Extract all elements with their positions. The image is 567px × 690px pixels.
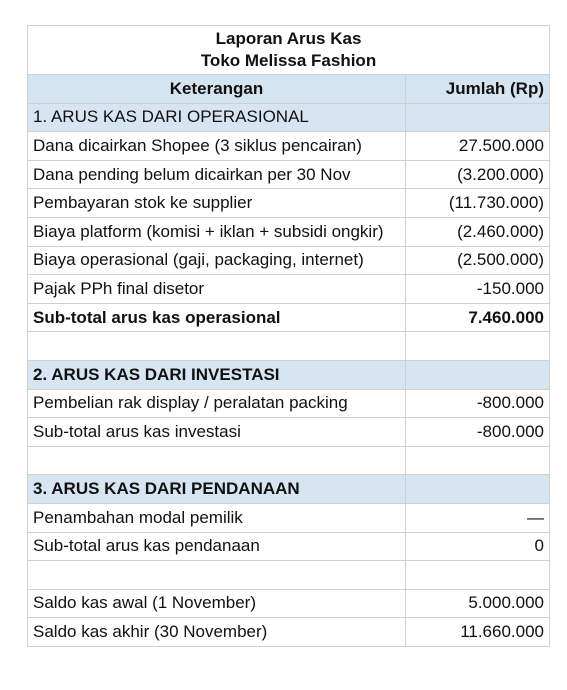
- row-amount: [406, 475, 550, 504]
- header-description: Keterangan: [28, 75, 406, 104]
- empty-row: [28, 332, 550, 361]
- row-description: Biaya operasional (gaji, packaging, internet): [28, 246, 406, 275]
- row-description: Sub-total arus kas pendanaan: [28, 532, 406, 561]
- row-amount: [406, 561, 550, 590]
- row-amount: -800.000: [406, 418, 550, 447]
- table-row: [28, 618, 550, 647]
- row-amount: (11.730.000): [406, 189, 550, 218]
- row-description: Dana dicairkan Shopee (3 siklus pencairan): [28, 132, 406, 161]
- table-row: [28, 589, 550, 618]
- table-row: [28, 532, 550, 561]
- row-description: [28, 332, 406, 361]
- row-amount: (2.500.000): [406, 246, 550, 275]
- row-description: 2. ARUS KAS DARI INVESTASI: [28, 360, 406, 389]
- row-description: Biaya platform (komisi + iklan + subsidi ongkir): [28, 217, 406, 246]
- report-title-line1: Laporan Arus Kas: [215, 29, 362, 48]
- table-row: [28, 418, 550, 447]
- section-row: [28, 475, 550, 504]
- header-amount: Jumlah (Rp): [406, 75, 550, 104]
- row-amount: 27.500.000: [406, 132, 550, 161]
- row-description: [28, 446, 406, 475]
- row-description: Penambahan modal pemilik: [28, 503, 406, 532]
- cash-flow-table: [27, 25, 550, 647]
- row-amount: [406, 360, 550, 389]
- row-description: Saldo kas akhir (30 November): [28, 618, 406, 647]
- table-row: [28, 303, 550, 332]
- row-description: Pembayaran stok ke supplier: [28, 189, 406, 218]
- row-amount: [406, 446, 550, 475]
- row-amount: 11.660.000: [406, 618, 550, 647]
- row-description: Dana pending belum dicairkan per 30 Nov: [28, 160, 406, 189]
- row-amount: (3.200.000): [406, 160, 550, 189]
- row-amount: [406, 103, 550, 132]
- row-amount: 7.460.000: [406, 303, 550, 332]
- title-row: [28, 26, 550, 75]
- row-description: 1. ARUS KAS DARI OPERASIONAL: [28, 103, 406, 132]
- row-amount: [406, 332, 550, 361]
- table-row: [28, 160, 550, 189]
- row-description: [28, 561, 406, 590]
- table-row: [28, 189, 550, 218]
- row-amount: —: [406, 503, 550, 532]
- table-row: [28, 503, 550, 532]
- empty-row: [28, 446, 550, 475]
- row-description: Saldo kas awal (1 November): [28, 589, 406, 618]
- row-description: Sub-total arus kas investasi: [28, 418, 406, 447]
- table-row: [28, 246, 550, 275]
- row-description: Pajak PPh final disetor: [28, 275, 406, 304]
- row-amount: -800.000: [406, 389, 550, 418]
- section-row: [28, 360, 550, 389]
- row-amount: 0: [406, 532, 550, 561]
- section-row: [28, 103, 550, 132]
- header-row: [28, 75, 550, 104]
- report-title: [28, 26, 550, 75]
- row-amount: -150.000: [406, 275, 550, 304]
- empty-row: [28, 561, 550, 590]
- row-description: Pembelian rak display / peralatan packing: [28, 389, 406, 418]
- row-amount: (2.460.000): [406, 217, 550, 246]
- table-row: [28, 275, 550, 304]
- row-amount: 5.000.000: [406, 589, 550, 618]
- report-title-line2: Toko Melissa Fashion: [200, 51, 377, 70]
- row-description: 3. ARUS KAS DARI PENDANAAN: [28, 475, 406, 504]
- table-row: [28, 389, 550, 418]
- row-description: Sub-total arus kas operasional: [28, 303, 406, 332]
- table-row: [28, 217, 550, 246]
- table-row: [28, 132, 550, 161]
